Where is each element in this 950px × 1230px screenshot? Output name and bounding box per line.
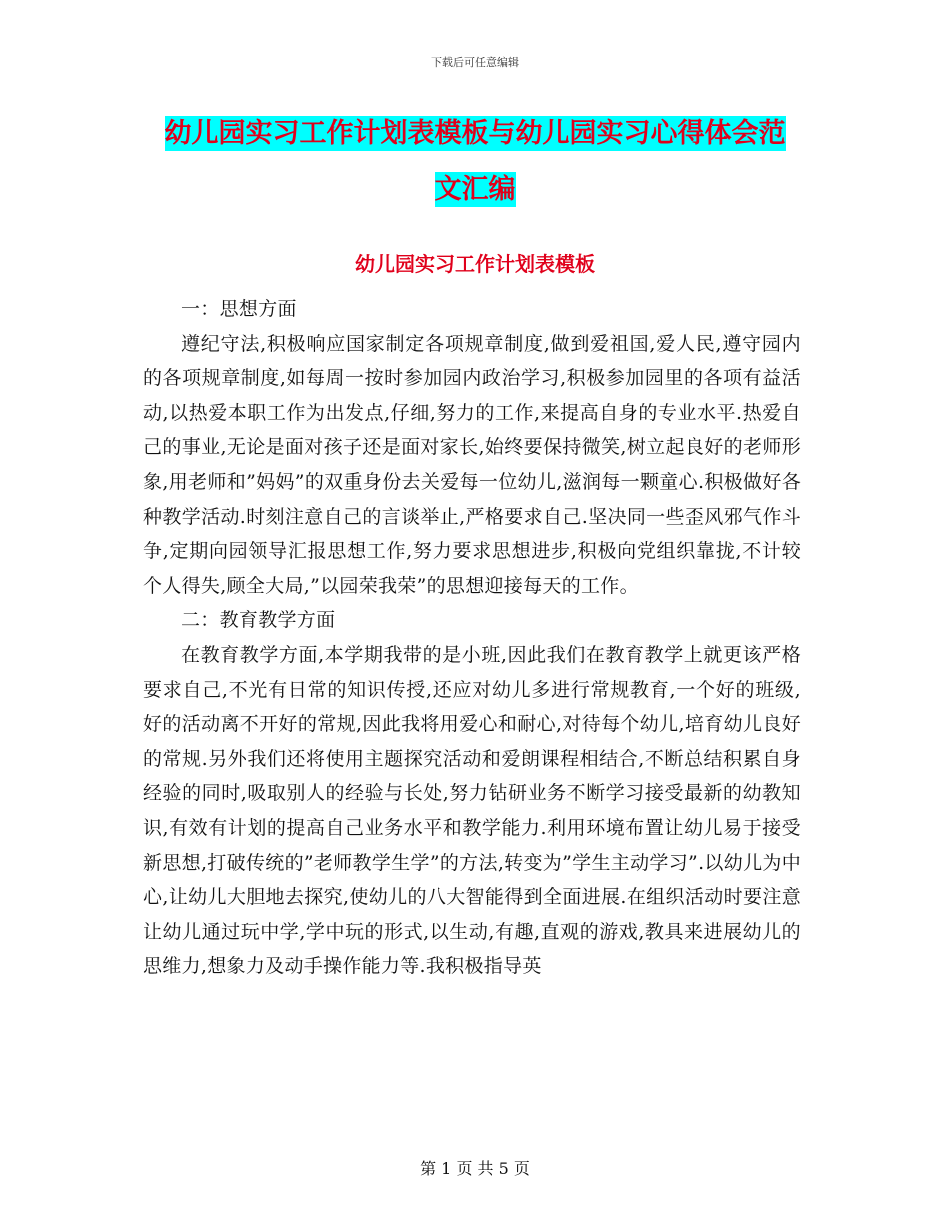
- document-title: [120, 106, 830, 218]
- document-title-line-1: 幼儿园实习工作计划表模板与幼儿园实习心得体会范: [164, 118, 786, 149]
- document-body: [143, 292, 801, 984]
- paragraph-ideology: 遵纪守法,积极响应国家制定各项规章制度,做到爱祖国,爱人民,遵守园内的各项规章制度,如每周一按时参加园内政治学习,积极参加园里的各项有益活动,以热爱本职工作为出发点,仔细,努力的工作,来提高自身的专业水平.热爱自己的事业,无论是面对孩子还是面对家长,始终要保持微笑,树立起良好的老师形象,用老师和”妈妈”的双重身份去关爱每一位幼儿,滋润每一颗童心.积极做好各种教学活动.时刻注意自己的言谈举止,严格要求自己.坚决同一些歪风邪气作斗争,定期向园领导汇报思想工作,努力要求思想进步,积极向党组织靠拢,不计较个人得失,顾全大局,”以园荣我荣”的思想迎接每天的工作。: [143, 332, 801, 597]
- heading-teaching: 二：教育教学方面: [181, 609, 336, 632]
- heading-ideology: 一：思想方面: [181, 298, 297, 320]
- document-title-line-2: 文汇编: [434, 174, 516, 205]
- header-note: 下载后可任意编辑: [431, 56, 519, 69]
- paragraph-teaching: 在教育教学方面,本学期我带的是小班,因此我们在教育教学上就更该严格要求自己,不光有日常的知识传授,还应对幼儿多进行常规教育,一个好的班级,好的活动离不开好的常规,因此我将用爱心和耐心,对待每个幼儿,培育幼儿良好的常规.另外我们还将使用主题探究活动和爱朗课程相结合,不断总结积累自身经验的同时,吸取别人的经验与长处,努力钻研业务不断学习接受最新的幼教知识,有效有计划的提高自己业务水平和教学能力.利用环境布置让幼儿易于接受新思想,打破传统的”老师教学生学”的方法,转变为”学生主动学习”.以幼儿为中心,让幼儿大胆地去探究,使幼儿的八大智能得到全面进展.在组织活动时要注意让幼儿通过玩中学,学中玩的形式,以生动,有趣,直观的游戏,教具来进展幼儿的思维力,想象力及动手操作能力等.我积极指导英: [143, 643, 801, 978]
- page-footer: 第 1 页 共 5 页: [420, 1159, 530, 1178]
- section-title: 幼儿园实习工作计划表模板: [355, 252, 595, 276]
